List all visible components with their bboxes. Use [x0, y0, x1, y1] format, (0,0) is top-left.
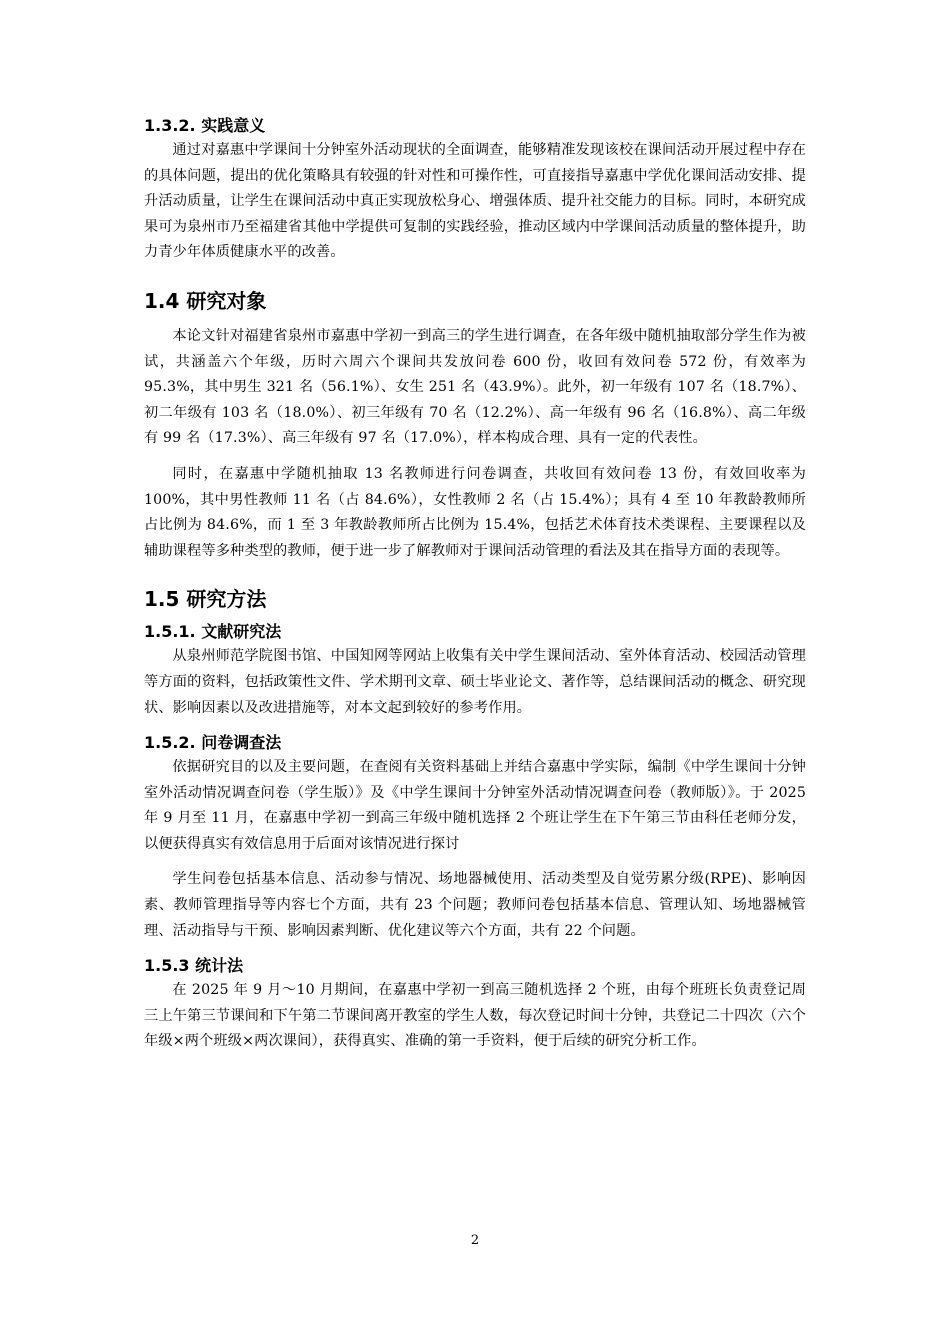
paragraph-practical-significance: 通过对嘉惠中学课间十分钟室外活动现状的全面调查，能够精准发现该校在课间活动开展过程中存在的具体问题，提出的优化策略具有较强的针对性和可操作性，可直接指导嘉惠中学优化课间活动安排、提升活动质量，让学生在课间活动中真正实现放松身心、增强体质、提升社交能力的目标。同时，本研究成果可为泉州市乃至福建省其他中学提供可复制的实践经验，推动区域内中学课间活动质量的整体提升，助力青少年体质健康水平的改善。: [144, 142, 806, 261]
paragraph-research-subjects-teachers: 同时，在嘉惠中学随机抽取 13 名教师进行问卷调查，共收回有效问卷 13 份，有效回收率为 100%，其中男性教师 11 名（占 84.6%），女性教师 2 名（占 15.4%）；具有 4 至 10 年教龄教师所占比例为 84.6%，而 1 至 3 年教龄教师所占比例为 15.4%，包括艺术体育技术类课程、主要课程以及辅助课程等多种类型的教师，便于进一步了解教师对于课间活动管理的看法及其在指导方面的表现等。: [144, 465, 806, 559]
paragraph-statistics-method: 在 2025 年 9 月～10 月期间，在嘉惠中学初一到高三随机选择 2 个班，由每个班班长负责登记周三上午第三节课间和下午第二节课间离开教室的学生人数，每次登记时间十分钟，共登记二十四次（六个年级×两个班级×两次课间），获得真实、准确的第一手资料，便于后续的研究分析工作。: [144, 982, 806, 1050]
paragraph-questionnaire-contents: 学生问卷包括基本信息、活动参与情况、场地器械使用、活动类型及自觉劳累分级(RPE)、影响因素、教师管理指导等内容七个方面，共有 23 个问题；教师问卷包括基本信息、管理认知、场地器械管理、活动指导与干预、影响因素判断、优化建议等六个方面，共有 22 个问题。: [144, 871, 806, 939]
section-heading-1-5-1: 1.5.1. 文献研究法: [144, 622, 282, 642]
section-heading-1-5-2: 1.5.2. 问卷调查法: [144, 733, 282, 753]
section-heading-1-4: 1.4 研究对象: [144, 288, 267, 313]
paragraph-questionnaire-method: 依据研究目的以及主要问题，在查阅有关资料基础上并结合嘉惠中学实际，编制《中学生课间十分钟室外活动情况调查问卷（学生版）》及《中学生课间十分钟室外活动情况调查问卷（教师版）》。于 2025 年 9 月至 11 月，在嘉惠中学初一到高三年级中随机选择 2 个班让学生在下午第三节由科任老师分发，以便获得真实有效信息用于后面对该情况进行探讨: [144, 759, 806, 852]
paragraph-literature-method: 从泉州师范学院图书馆、中国知网等网站上收集有关中学生课间活动、室外体育活动、校园活动管理等方面的资料，包括政策性文件、学术期刊文章、硕士毕业论文、著作等，总结课间活动的概念、研究现状、影响因素以及改进措施等，对本文起到较好的参考作用。: [144, 648, 806, 716]
page-number: 2: [470, 1233, 480, 1248]
section-heading-1-3-2: 1.3.2. 实践意义: [144, 116, 266, 135]
document-body: [144, 114, 806, 1055]
section-heading-1-5: 1.5 研究方法: [144, 587, 267, 612]
paragraph-research-subjects-students: 本论文针对福建省泉州市嘉惠中学初一到高三的学生进行调查，在各年级中随机抽取部分学生作为被试，共涵盖六个年级，历时六周六个课间共发放问卷 600 份，收回有效问卷 572 份，有效率为 95.3%，其中男生 321 名（56.1%）、女生 251 名（43.9%）。此外，初一年级有 107 名（18.7%）、初二年级有 103 名（18.0%）、初三年级有 70 名（12.2%）、高一年级有 96 名（16.8%）、高二年级有 99 名（17.3%）、高三年级有 97 名（17.0%），样本构成合理、具有一定的代表性。: [144, 327, 806, 447]
section-heading-1-5-3: 1.5.3 统计法: [144, 956, 244, 976]
